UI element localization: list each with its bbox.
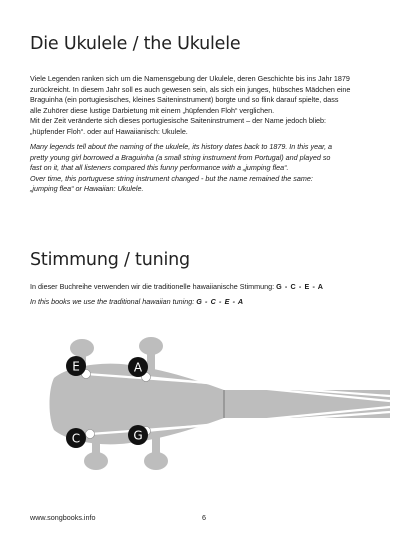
- string-post: [86, 430, 95, 439]
- note-label-a: A: [133, 360, 143, 375]
- english-paragraph: [30, 142, 390, 195]
- note-label-e: E: [72, 359, 80, 374]
- text-line: Viele Legenden ranken sich um die Namensgebung der Ukulele, deren Geschichte bis ins Jahr 1879: [30, 74, 350, 83]
- tuning-german-notes: G - C - E - A: [276, 282, 324, 291]
- tuning-english: [30, 297, 244, 307]
- note-label-c: C: [71, 431, 81, 446]
- tuning-german: [30, 282, 324, 292]
- text-line: „hüpfender Floh“. oder auf Hawaiianisch: Ukulele.: [30, 126, 188, 136]
- text-line: alle Zuhörer diese lustige Darbietung mit einem „hüpfenden Floh“ verglichen.: [30, 105, 275, 115]
- page-number: 6: [202, 513, 206, 522]
- section-title-tuning: Stimmung / tuning: [30, 250, 190, 270]
- text-line: zurückreicht. In diesem Jahr soll es auch gewesen sein, als sich ein junges, hübsches Mädchen eine: [30, 84, 351, 94]
- text-line: Many legends tell about the naming of the ukulele, its history dates back to 1879. In this year, a: [30, 142, 333, 151]
- tuning-english-notes: G - C - E - A: [196, 297, 244, 306]
- text-line: fast on it, that all listeners compared this funny performance with a „jumping flea“.: [30, 163, 289, 173]
- ukulele-headstock-diagram: [46, 330, 390, 480]
- text-line: pretty young girl borrowed a Braguinha (a small string instrument from Portugal) and played so: [30, 152, 331, 162]
- text-line: „jumping flea“ or Hawaiian: Ukulele.: [30, 184, 144, 194]
- section-title-ukulele: Die Ukulele / the Ukulele: [30, 34, 241, 54]
- text-line: Mit der Zeit veränderte sich dieses portugiesische Saiteninstrument – der Name jedoch blieb:: [30, 116, 327, 126]
- tuning-english-text: In this books we use the traditional hawaiian tuning:: [30, 297, 197, 306]
- note-label-g: G: [133, 428, 143, 443]
- tuning-german-text: In dieser Buchreihe verwenden wir die traditionelle hawaiianische Stimmung:: [30, 282, 277, 291]
- text-line: Braguinha (ein portugiesisches, kleines Saiteninstrument) borgte und so flink darauf spielte, dass: [30, 95, 339, 105]
- text-line: Over time, this portuguese string instrument changed - but the name remained the same:: [30, 173, 313, 183]
- footer-website: www.songbooks.info: [30, 513, 96, 522]
- german-paragraph: [30, 74, 390, 138]
